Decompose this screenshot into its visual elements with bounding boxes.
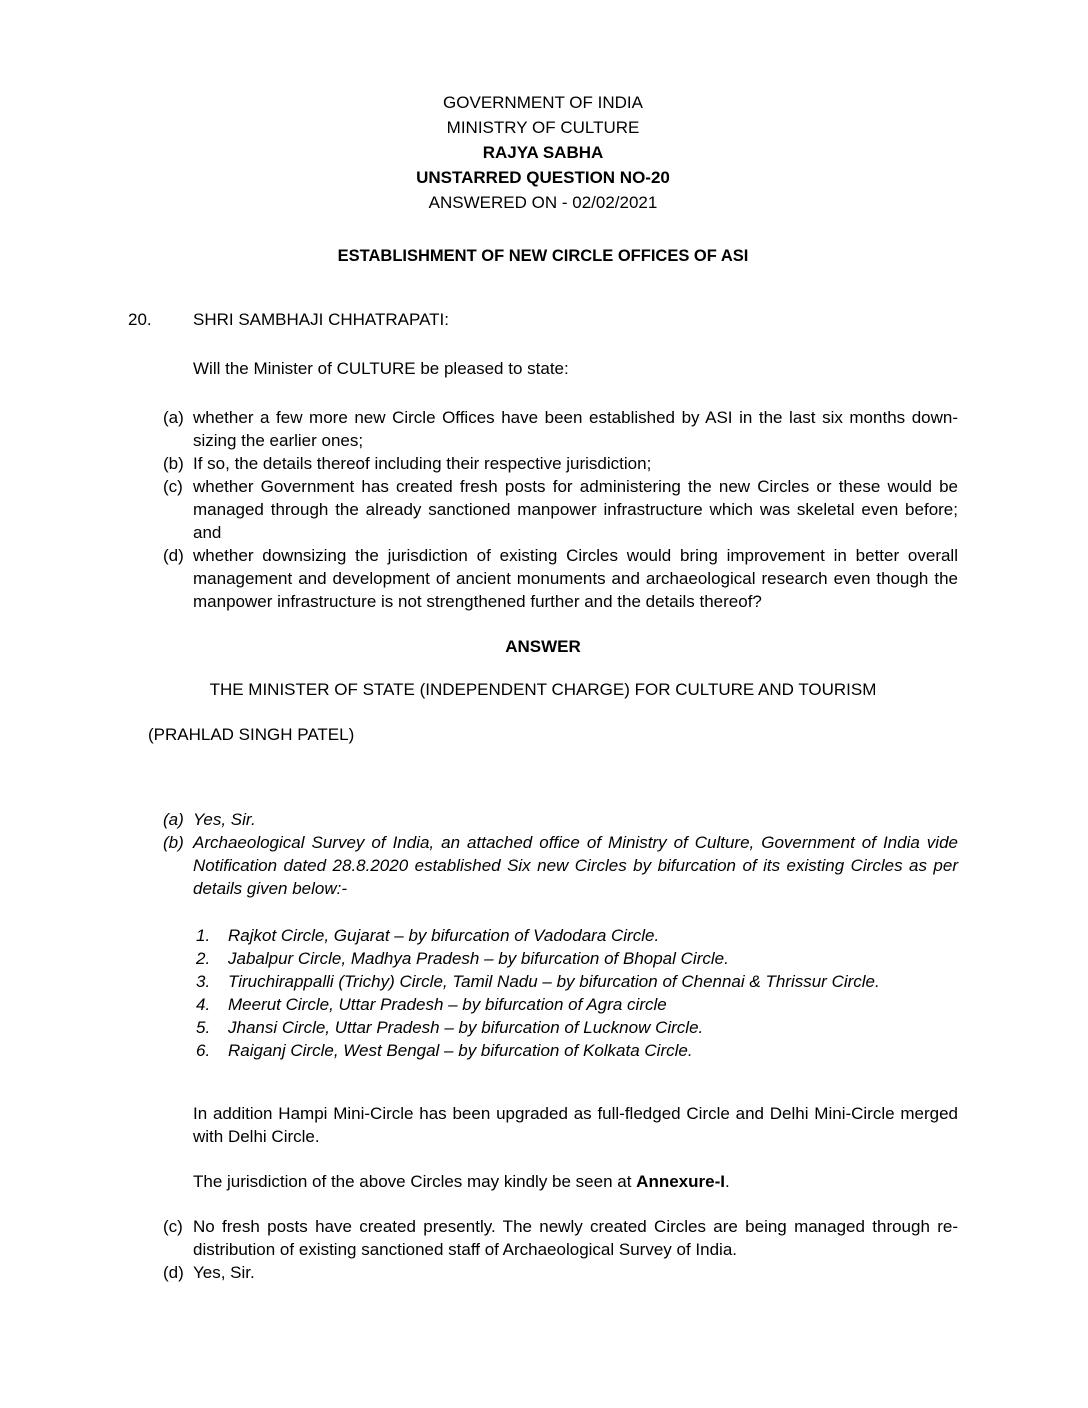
minister-title: THE MINISTER OF STATE (INDEPENDENT CHARGE) FOR CULTURE AND TOURISM — [209, 680, 877, 699]
minister-name: (PRAHLAD SINGH PATEL) — [148, 725, 355, 744]
list-item — [128, 1016, 958, 1039]
part-label: (b) — [163, 833, 184, 852]
list-item-text: Jabalpur Circle, Madhya Pradesh – by bifurcation of Bhopal Circle. — [228, 949, 729, 968]
list-item-number: 1. — [196, 926, 211, 945]
answer-part-b — [128, 831, 958, 900]
part-text: Yes, Sir. — [193, 1263, 255, 1282]
list-item — [128, 1039, 958, 1062]
part-label: (a) — [163, 408, 184, 427]
document-title: ESTABLISHMENT OF NEW CIRCLE OFFICES OF ASI — [337, 247, 749, 265]
question-line — [128, 308, 958, 331]
list-item-number: 5. — [196, 1018, 211, 1037]
part-label: (c) — [163, 1217, 183, 1236]
part-text: whether Government has created fresh posts for administering the new Circles or these would be managed through the already sanctioned manpower infrastructure which was skeletal even before; and — [193, 477, 958, 542]
jurisdiction-period: . — [724, 1172, 730, 1191]
header-question-no: UNSTARRED QUESTION NO-20 — [416, 168, 670, 187]
list-item-text: Meerut Circle, Uttar Pradesh – by bifurcation of Agra circle — [228, 995, 667, 1014]
list-item — [128, 947, 958, 970]
list-item-text: Jhansi Circle, Uttar Pradesh – by bifurcation of Lucknow Circle. — [228, 1018, 704, 1037]
question-intro: Will the Minister of CULTURE be pleased to state: — [193, 359, 569, 378]
list-item — [128, 993, 958, 1016]
part-text: No fresh posts have created presently. The newly created Circles are being managed through re-distribution of existing sanctioned staff of Archaeological Survey of India. — [193, 1217, 958, 1259]
part-label: (c) — [163, 477, 183, 496]
header-ministry: MINISTRY OF CULTURE — [446, 118, 640, 137]
jurisdiction-text: The jurisdiction of the above Circles may kindly be seen at — [193, 1172, 637, 1191]
answer-final-parts — [128, 1215, 958, 1284]
part-text: If so, the details thereof including their respective jurisdiction; — [193, 454, 652, 473]
hampi-paragraph: In addition Hampi Mini-Circle has been upgraded as full-fledged Circle and Delhi Mini-Circle merged with Delhi Circle. — [193, 1104, 958, 1146]
part-label: (d) — [163, 1263, 184, 1282]
question-part-d — [128, 544, 958, 613]
jurisdiction-paragraph — [193, 1170, 958, 1193]
part-text: whether a few more new Circle Offices have been established by ASI in the last six months down-sizing the earlier ones; — [193, 408, 958, 450]
answer-part-d — [128, 1261, 958, 1284]
list-item-number: 3. — [196, 972, 211, 991]
part-label: (d) — [163, 546, 184, 565]
annexure-reference: Annexure-I — [636, 1172, 725, 1191]
question-asker: SHRI SAMBHAJI CHHATRAPATI: — [193, 310, 449, 329]
question-part-c — [128, 475, 958, 544]
question-parts — [128, 406, 958, 613]
list-item — [128, 924, 958, 947]
list-item-number: 2. — [196, 949, 211, 968]
list-item-text: Rajkot Circle, Gujarat – by bifurcation of Vadodara Circle. — [228, 926, 660, 945]
part-label: (b) — [163, 454, 184, 473]
list-item-text: Tiruchirappalli (Trichy) Circle, Tamil Nadu – by bifurcation of Chennai & Thrissur Circle. — [228, 972, 880, 991]
answer-part-c — [128, 1215, 958, 1261]
header-answered-on: ANSWERED ON - 02/02/2021 — [428, 193, 658, 212]
answer-part-a — [128, 808, 958, 831]
part-text: whether downsizing the jurisdiction of existing Circles would bring improvement in better overall management and development of ancient monuments and archaeological research even though the manpower infrastructure is not strengthened further and the details thereof? — [193, 546, 958, 611]
list-item-text: Raiganj Circle, West Bengal – by bifurcation of Kolkata Circle. — [228, 1041, 693, 1060]
question-number: 20. — [128, 310, 152, 329]
document-header — [128, 90, 958, 215]
new-circles-list — [128, 924, 958, 1062]
question-part-a — [128, 406, 958, 452]
part-label: (a) — [163, 810, 184, 829]
list-item-number: 6. — [196, 1041, 211, 1060]
header-government: GOVERNMENT OF INDIA — [443, 93, 643, 112]
header-house: RAJYA SABHA — [482, 143, 604, 162]
list-item-number: 4. — [196, 995, 211, 1014]
answer-heading: ANSWER — [505, 637, 581, 656]
question-part-b — [128, 452, 958, 475]
list-item — [128, 970, 958, 993]
answer-parts — [128, 808, 958, 900]
part-text: Yes, Sir. — [193, 810, 256, 829]
part-text: Archaeological Survey of India, an attached office of Ministry of Culture, Government of India vide Notification dated 28.8.2020 established Six new Circles by bifurcation of its existing Circles as per details given below:- — [193, 833, 958, 898]
